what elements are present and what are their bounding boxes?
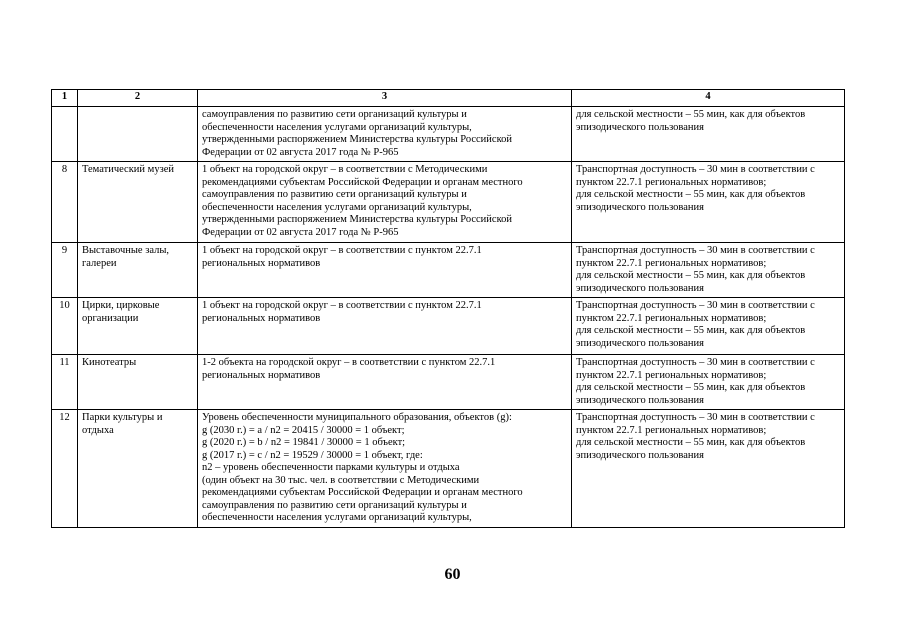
object-name: [78, 298, 198, 355]
row-number: 10: [52, 298, 78, 355]
access-line: пунктом 22.7.1 региональных нормативов;: [576, 424, 767, 436]
norm-line: обеспеченности населения услугами организаций культуры,: [202, 512, 472, 523]
name-line: Кинотеатры: [82, 357, 137, 368]
access-cell: [572, 107, 845, 162]
access-line: Транспортная доступность – 30 мин в соответствии с: [576, 412, 815, 423]
row-number: 9: [52, 243, 78, 298]
name-line: Цирки, цирковые: [82, 300, 160, 311]
norm-line: региональных нормативов: [202, 257, 321, 269]
norm-line: региональных нормативов: [202, 312, 321, 324]
row-number: [52, 107, 78, 162]
name-line: отдыха: [82, 424, 114, 436]
access-line: эпизодического пользования: [576, 201, 704, 213]
row-number: 8: [52, 162, 78, 243]
access-line: для сельской местности – 55 мин, как для объектов: [576, 325, 806, 336]
object-name: [78, 162, 198, 243]
object-name: [78, 107, 198, 162]
header-row: [52, 90, 845, 107]
access-line: для сельской местности – 55 мин, как для объектов: [576, 109, 806, 120]
norm-line: самоуправления по развитию сети организаций культуры и: [202, 499, 467, 511]
norm-line: самоуправления по развитию сети организаций культуры и: [202, 109, 467, 120]
access-line: пунктом 22.7.1 региональных нормативов;: [576, 312, 767, 324]
access-line: пунктом 22.7.1 региональных нормативов;: [576, 257, 767, 269]
norm-line: (один объект на 30 тыс. чел. в соответствии с Методическими: [202, 474, 480, 486]
norm-line: обеспеченности населения услугами организаций культуры,: [202, 201, 472, 213]
norm-line: g (2020 г.) = b / n2 = 19841 / 30000 = 1 объект;: [202, 437, 406, 448]
table-row: [52, 410, 845, 528]
access-line: для сельской местности – 55 мин, как для объектов: [576, 189, 806, 200]
row-number: 11: [52, 355, 78, 410]
table-row: [52, 355, 845, 410]
table-row: [52, 162, 845, 243]
norms-table: [51, 89, 845, 528]
header-cell: 1: [52, 90, 78, 107]
norm-line: 1 объект на городской округ – в соответствии с пунктом 22.7.1: [202, 300, 482, 311]
norm-line: утвержденными распоряжением Министерства культуры Российской: [202, 134, 513, 145]
norm-line: рекомендациями субъектам Российской Федерации и органам местного: [202, 487, 523, 498]
norm-line: 1 объект на городской округ – в соответствии с пунктом 22.7.1: [202, 245, 482, 256]
norm-line: обеспеченности населения услугами организаций культуры,: [202, 121, 472, 133]
name-line: Парки культуры и: [82, 412, 163, 423]
header-cell: 3: [198, 90, 572, 107]
access-cell: [572, 243, 845, 298]
norm-line: 1-2 объекта на городской округ – в соответствии с пунктом 22.7.1: [202, 357, 496, 368]
norm-cell: [198, 107, 572, 162]
table-row: [52, 298, 845, 355]
name-line: организации: [82, 312, 139, 324]
header-cell: 4: [572, 90, 845, 107]
access-line: Транспортная доступность – 30 мин в соответствии с: [576, 164, 815, 175]
table-row: [52, 107, 845, 162]
norm-line: утвержденными распоряжением Министерства культуры Российской: [202, 214, 513, 225]
norm-line: рекомендациями субъектам Российской Федерации и органам местного: [202, 176, 523, 188]
norm-line: g (2030 г.) = а / n2 = 20415 / 30000 = 1 объект;: [202, 424, 405, 436]
norm-cell: [198, 162, 572, 243]
table-row: [52, 243, 845, 298]
norm-cell: [198, 355, 572, 410]
access-line: для сельской местности – 55 мин, как для объектов: [576, 270, 806, 281]
access-line: пунктом 22.7.1 региональных нормативов;: [576, 176, 767, 188]
access-line: эпизодического пользования: [576, 394, 704, 406]
norm-line: Федерации от 02 августа 2017 года № Р-965: [202, 146, 399, 158]
access-line: эпизодического пользования: [576, 121, 704, 133]
access-line: для сельской местности – 55 мин, как для объектов: [576, 382, 806, 393]
access-line: для сельской местности – 55 мин, как для объектов: [576, 437, 806, 448]
norm-line: Федерации от 02 августа 2017 года № Р-965: [202, 226, 399, 238]
name-line: галереи: [82, 257, 117, 269]
row-number: 12: [52, 410, 78, 528]
norm-line: g (2017 г.) = с / n2 = 19529 / 30000 = 1 объект, где:: [202, 449, 423, 461]
object-name: [78, 355, 198, 410]
norm-line: n2 – уровень обеспеченности парками культуры и отдыха: [202, 462, 460, 473]
access-cell: [572, 410, 845, 528]
object-name: [78, 410, 198, 528]
access-line: Транспортная доступность – 30 мин в соответствии с: [576, 300, 815, 311]
access-line: эпизодического пользования: [576, 282, 704, 294]
name-line: Выставочные залы,: [82, 245, 170, 256]
access-line: пунктом 22.7.1 региональных нормативов;: [576, 369, 767, 381]
header-cell: 2: [78, 90, 198, 107]
access-line: эпизодического пользования: [576, 449, 704, 461]
access-cell: [572, 162, 845, 243]
norm-line: самоуправления по развитию сети организаций культуры и: [202, 189, 467, 200]
name-line: Тематический музей: [82, 164, 174, 175]
norm-cell: [198, 410, 572, 528]
access-line: Транспортная доступность – 30 мин в соответствии с: [576, 245, 815, 256]
access-line: Транспортная доступность – 30 мин в соответствии с: [576, 357, 815, 368]
norm-cell: [198, 243, 572, 298]
norm-cell: [198, 298, 572, 355]
norm-line: 1 объект на городской округ – в соответствии с Методическими: [202, 164, 488, 175]
access-line: эпизодического пользования: [576, 337, 704, 349]
norm-line: Уровень обеспеченности муниципального образования, объектов (g):: [202, 412, 512, 423]
access-cell: [572, 355, 845, 410]
norm-line: региональных нормативов: [202, 369, 321, 381]
object-name: [78, 243, 198, 298]
page-number: 60: [444, 566, 461, 583]
access-cell: [572, 298, 845, 355]
